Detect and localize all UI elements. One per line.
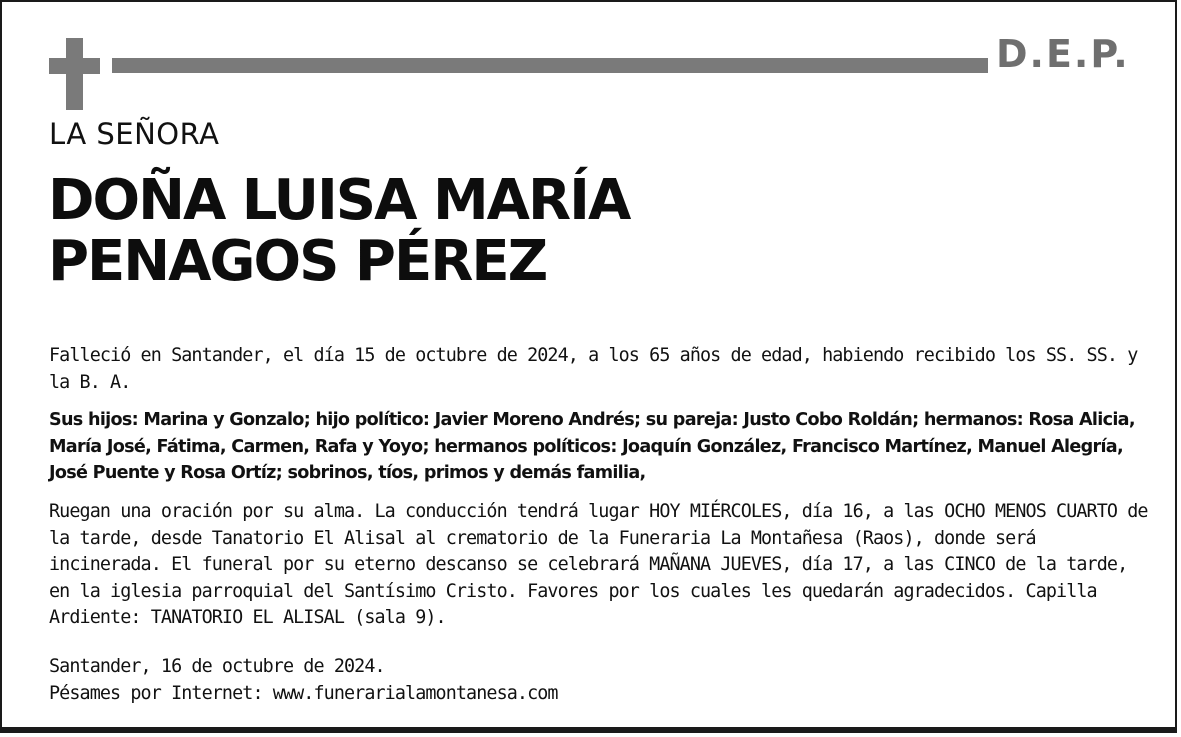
rip-label: D.E.P. bbox=[996, 32, 1130, 76]
death-notice: Falleció en Santander, el día 15 de octubre de 2024, a los 65 años de edad, habiendo recibido los SS. SS. y la B. A. bbox=[49, 345, 1138, 393]
cross-icon bbox=[66, 38, 83, 110]
honorific: LA SEÑORA bbox=[49, 117, 220, 151]
place-date: Santander, 16 de octubre de 2024. bbox=[49, 656, 385, 677]
family-list: Sus hijos: Marina y Gonzalo; hijo político: Javier Moreno Andrés; su pareja: Justo Cobo Roldán; hermanos: Rosa Alicia, María José, Fátima, Carmen, Rafa y Yoyo; hermanos políticos: Joaquín González, Francisco Martínez, Manuel Alegría, José Puente y Rosa Ortíz; sobrinos, tíos, primos y demás familia, bbox=[49, 410, 1135, 483]
cross-icon-bar bbox=[49, 58, 100, 74]
footer bbox=[49, 653, 1149, 707]
deceased-name-line1: DOÑA LUISA MARÍA bbox=[48, 168, 630, 233]
deceased-name bbox=[48, 170, 629, 292]
header-rule bbox=[112, 58, 988, 73]
deceased-name-line2: PENAGOS PÉREZ bbox=[48, 229, 547, 294]
ceremony-details: Ruegan una oración por su alma. La conducción tendrá lugar HOY MIÉRCOLES, día 16, a las OCHO MENOS CUARTO de la tarde, desde Tanatorio El Alisal al crematorio de la Funeraria La Montañesa (Raos), donde será incinerada. El funeral por su eterno descanso se celebrará MAÑANA JUEVES, día 17, a las CINCO de la tarde, en la iglesia parroquial del Santísimo Cristo. Favores por los cuales les quedarán agradecidos. Capilla Ardiente: TANATORIO EL ALISAL (sala 9). bbox=[49, 501, 1148, 628]
condolences-link[interactable]: Pésames por Internet: www.funerarialamontanesa.com bbox=[49, 683, 558, 704]
